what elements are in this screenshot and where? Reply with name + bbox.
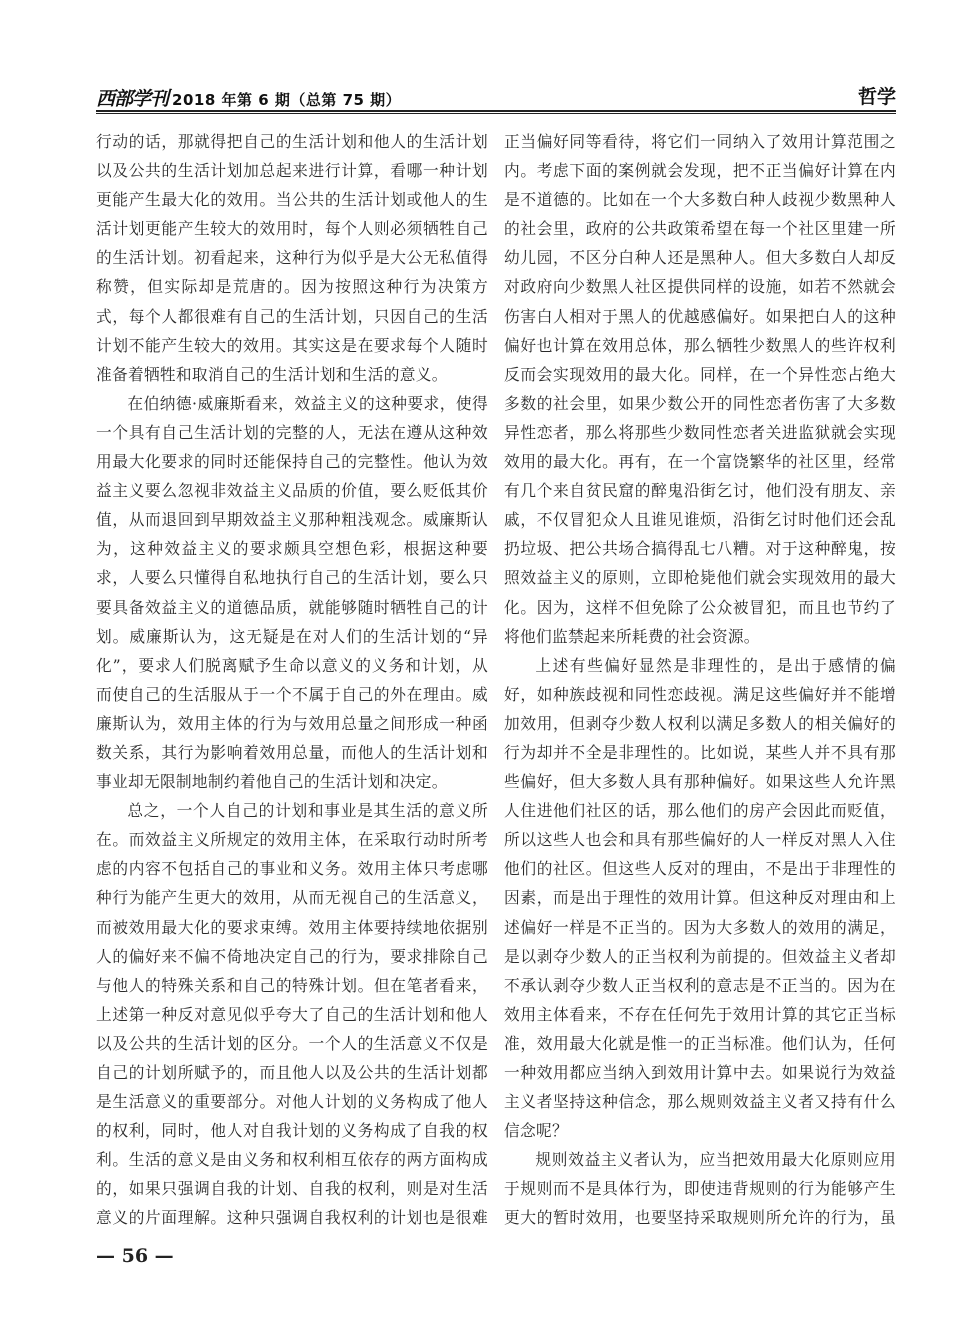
section-label: 哲学	[857, 86, 896, 108]
left-column	[96, 127, 488, 1235]
header-left	[96, 84, 401, 111]
paragraph: 在伯纳德·威廉斯看来，效益主义的这种要求，使得一个具有自己生活计划的完整的人，无法在遵从这种效用最大化要求的同时还能保持自己的完整性。他认为效益主义要么忽视非效益主义品质的价值，要么贬低其价值，从而退回到早期效益主义那种粗浅观念。威廉斯认为，这种效益主义的要求颇具空想色彩，根据这种要求，人要么只懂得自私地执行自己的生活计划，要么只要具备效益主义的道德品质，就能够随时牺牲自己的计划。威廉斯认为，这无疑是在对人们的生活计划的“异化”，要求人们脱离赋予生命以意义的义务和计划，从而使自己的生活服从于一个不属于自己的外在理由。威廉斯认为，效用主体的行为与效用总量之间形成一种函数关系，其行为影响着效用总量，而他人的生活计划和事业却无限制地制约着他自己的生活计划和决定。	[96, 393, 488, 792]
page-number: — 56 —	[96, 1245, 174, 1267]
page-header	[96, 80, 896, 110]
right-column	[504, 127, 896, 1235]
issue-info: 2018 年第 6 期（总第 75 期）	[172, 91, 402, 109]
paragraph: 正当偏好同等看待，将它们一同纳入了效用计算范围之内。考虑下面的案例就会发现，把不正当偏好计算在内是不道德的。比如在一个大多数白种人歧视少数黑种人的社会里，政府的公共政策希望在每一个社区里建一所幼儿园，不区分白种人还是黑种人。但大多数白人却反对政府向少数黑人社区提供同样的设施，如若不然就会伤害白人相对于黑人的优越感偏好。如果把白人的这种偏好也计算在效用总体，那么牺牲少数黑人的些许权利反而会实现效用的最大化。同样，在一个异性恋占绝大多数的社会里，如果少数公开的同性恋者伤害了大多数异性恋者，那么将那些少数同性恋者关进监狱就会实现效用的最大化。再有，在一个富饶繁华的社区里，经常有几个来自贫民窟的醉鬼沿街乞讨，他们没有朋友、亲戚，不仅冒犯众人且谁见谁烦，沿街乞讨时他们还会乱扔垃圾、把公共场合搞得乱七八糟。对于这种醉鬼，按照效益主义的原则，立即枪毙他们就会实现效用的最大化。因为，这样不但免除了公众被冒犯，而且也节约了将他们监禁起来所耗费的社会资源。	[504, 132, 896, 646]
header-rule-thin	[96, 113, 896, 114]
paragraph: 行动的话，那就得把自己的生活计划和他人的生活计划以及公共的生活计划加总起来进行计算，看哪一种计划更能产生最大化的效用。当公共的生活计划或他人的生活计划更能产生较大的效用时，每个人则必须牺牲自己的生活计划。初看起来，这种行为似乎是大公无私值得称赞，但实际却是荒唐的。因为按照这种行为决策方式，每个人都很难有自己的生活计划，只因自己的生活计划不能产生较大的效用。其实这是在要求每个人随时准备着牺牲和取消自己的生活计划和生活的意义。	[96, 132, 488, 384]
journal-logo: 西部学刊	[96, 88, 169, 110]
paragraph: 总之，一个人自己的计划和事业是其生活的意义所在。而效益主义所规定的效用主体，在采取行动时所考虑的内容不包括自己的事业和义务。效用主体只考虑哪种行为能产生更大的效用，从而无视自己的生活意义，而被效用最大化的要求束缚。效用主体要持续地依据别人的偏好来不偏不倚地决定自己的行为，要求排除自己与他人的特殊关系和自己的特殊计划。但在笔者看来，上述第一种反对意见似乎夸大了自己的生活计划和他人以及公共的生活计划的区分。一个人的生活意义不仅是自己的计划所赋予的，而且他人以及公共的生活计划都是生活意义的重要部分。对他人计划的义务构成了他人的权利，同时，他人对自我计划的义务构成了自我的权利。生活的意义是由义务和权利相互依存的两方面构成的，如果只强调自我的计划、自我的权利，则是对生活意义的片面理解。这种只强调自我权利的计划也是很难	[96, 801, 488, 1228]
paragraph: 上述有些偏好显然是非理性的，是出于感情的偏好，如种族歧视和同性恋歧视。满足这些偏好并不能增加效用，但剥夺少数人权利以满足多数人的相关偏好的行为却并不全是非理性的。比如说，某些人并不具有那些偏好，但大多数人具有那种偏好。如果这些人允许黑人住进他们社区的话，那么他们的房产会因此而贬值，所以这些人也会和具有那些偏好的人一样反对黑人入住他们的社区。但这些人反对的理由，不是出于非理性的因素，而是出于理性的效用计算。但这种反对理由和上述偏好一样是不正当的。因为大多数人的效用的满足，是以剥夺少数人的正当权利为前提的。但效益主义者却不承认剥夺少数人正当权利的意志是不正当的。因为在效用主体看来，不存在任何先于效用计算的其它正当标准，效用最大化就是惟一的正当标准。他们认为，任何一种效用都应当纳入到效用计算中去。如果说行为效益主义者坚持这种信念，那么规则效益主义者又持有什么信念呢？	[504, 655, 896, 1141]
header-rule	[96, 110, 896, 112]
paragraph: 规则效益主义者认为，应当把效用最大化原则应用于规则而不是具体行为，即使违背规则的行为能够产生更大的暂时效用，也要坚持采取规则所允许的行为，虽	[504, 1150, 896, 1228]
